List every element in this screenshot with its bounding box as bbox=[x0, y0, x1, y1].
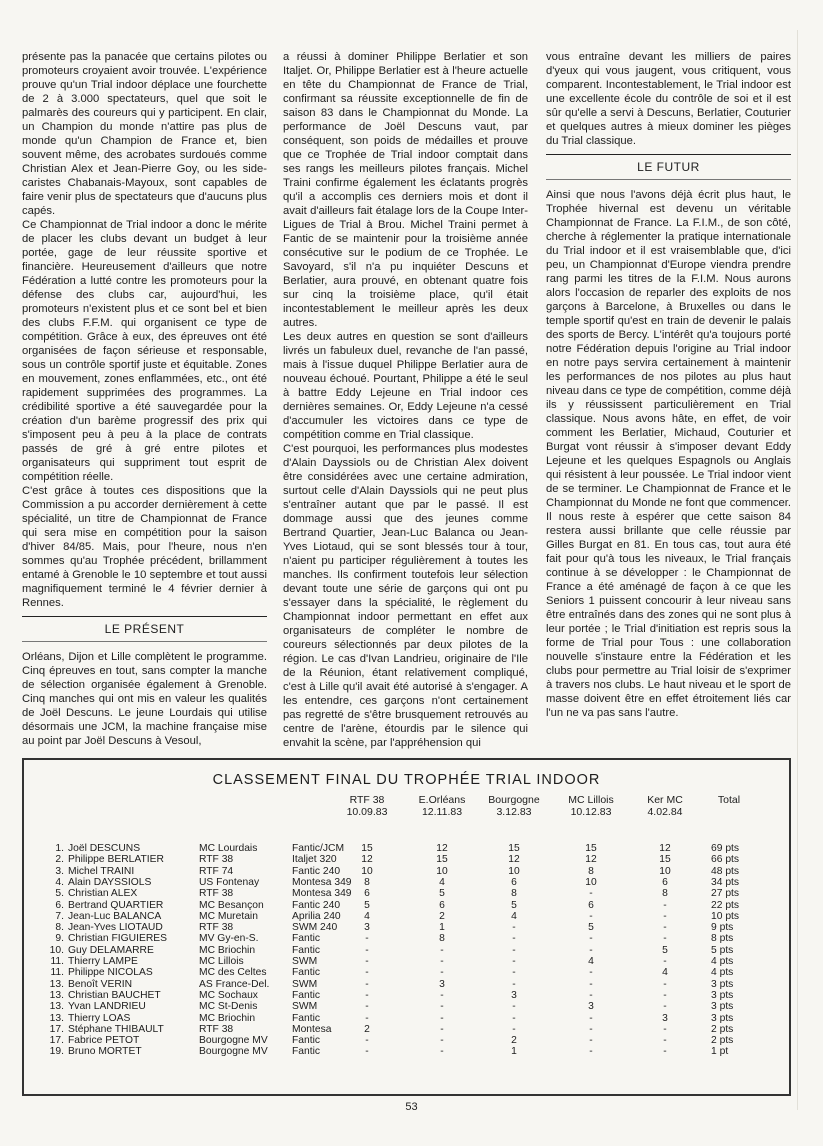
bike-cell: Fantic bbox=[292, 933, 321, 945]
rider-name-cell: Bruno MORTET bbox=[68, 1046, 142, 1058]
table-row bbox=[24, 979, 789, 990]
club-cell: MC Sochaux bbox=[199, 989, 258, 1001]
rider-name-cell: Fabrice PETOT bbox=[68, 1035, 140, 1047]
score-cell: 6 bbox=[662, 876, 668, 888]
event-club-label: MC Lillois bbox=[568, 794, 614, 806]
total-cell: 34 pts bbox=[711, 876, 740, 888]
rider-name-cell: Philippe BERLATIER bbox=[68, 854, 164, 866]
rank-cell: 1. bbox=[55, 843, 64, 854]
score-cell: 10 bbox=[585, 876, 597, 888]
rank-cell: 17. bbox=[49, 1023, 64, 1035]
score-cell: - bbox=[440, 1001, 444, 1013]
score-cell: - bbox=[365, 933, 369, 945]
rider-name-cell: Christian FIGUIERES bbox=[68, 933, 167, 945]
rider-name-cell: Benoît VERIN bbox=[68, 978, 133, 990]
article-column-3 bbox=[546, 50, 791, 720]
bike-cell: Montesa 349 bbox=[292, 888, 352, 900]
total-cell: 2 pts bbox=[711, 1035, 734, 1047]
score-cell: 2 bbox=[511, 1035, 517, 1047]
rider-name-cell: Christian ALEX bbox=[68, 888, 138, 900]
club-cell: MC Besançon bbox=[199, 899, 264, 911]
club-cell: MC St-Denis bbox=[199, 1001, 258, 1013]
score-cell: - bbox=[663, 910, 667, 922]
bike-cell: SWM bbox=[292, 956, 318, 967]
total-cell: 3 pts bbox=[711, 989, 734, 1001]
total-column-header: Total bbox=[717, 794, 741, 806]
score-cell: - bbox=[440, 944, 444, 956]
table-row bbox=[24, 843, 789, 854]
event-column-header bbox=[402, 794, 482, 818]
score-cell: 8 bbox=[662, 888, 668, 900]
total-cell: 3 pts bbox=[711, 1012, 734, 1024]
score-cell: - bbox=[512, 978, 516, 990]
rider-name-cell: Jean-Yves LIOTAUD bbox=[68, 922, 163, 934]
score-cell: - bbox=[512, 922, 516, 934]
section-heading-present: LE PRÉSENT bbox=[22, 616, 267, 642]
club-cell: US Fontenay bbox=[199, 876, 260, 888]
rider-name-cell: Stéphane THIBAULT bbox=[68, 1023, 164, 1035]
score-cell: 3 bbox=[511, 989, 517, 1001]
event-column-header bbox=[474, 794, 554, 818]
bike-cell: Fantic bbox=[292, 1046, 321, 1058]
article-column-1 bbox=[22, 50, 267, 748]
rank-cell: 17. bbox=[49, 1035, 64, 1047]
score-cell: - bbox=[589, 978, 593, 990]
score-cell: 5 bbox=[439, 888, 445, 900]
bike-cell: Montesa bbox=[292, 1023, 332, 1035]
event-date-label: 4.02.84 bbox=[647, 806, 683, 818]
score-cell: - bbox=[512, 944, 516, 956]
score-cell: 1 bbox=[439, 922, 445, 934]
score-cell: - bbox=[663, 1001, 667, 1013]
score-cell: - bbox=[589, 910, 593, 922]
total-cell: 9 pts bbox=[711, 922, 734, 934]
table-row bbox=[24, 933, 789, 944]
club-cell: MC Lourdais bbox=[199, 843, 258, 854]
event-club-label: Bourgogne bbox=[488, 794, 540, 806]
score-cell: 12 bbox=[659, 843, 671, 854]
score-cell: - bbox=[440, 1035, 444, 1047]
score-cell: 5 bbox=[364, 899, 370, 911]
table-row bbox=[24, 956, 789, 967]
score-cell: 10 bbox=[436, 865, 448, 877]
total-cell: 3 pts bbox=[711, 1001, 734, 1013]
event-club-label: RTF 38 bbox=[349, 794, 385, 806]
page-number: 53 bbox=[405, 1101, 418, 1113]
total-cell: 48 pts bbox=[711, 865, 740, 877]
score-cell: - bbox=[365, 978, 369, 990]
score-cell: - bbox=[440, 967, 444, 979]
rider-name-cell: Bertrand QUARTIER bbox=[68, 899, 164, 911]
event-club-label: Ker MC bbox=[647, 794, 683, 806]
rank-cell: 13. bbox=[49, 1001, 64, 1013]
score-cell: - bbox=[663, 933, 667, 945]
bike-cell: Fantic bbox=[292, 967, 321, 979]
rank-cell: 10. bbox=[49, 944, 64, 956]
score-cell: - bbox=[663, 989, 667, 1001]
total-cell: 27 pts bbox=[711, 888, 740, 900]
score-cell: 3 bbox=[588, 1001, 594, 1013]
rank-cell: 5. bbox=[55, 888, 64, 900]
column2-paragraph-2: Les deux autres en question se sont d'ailleurs livrés un fabuleux duel, revanche de l'an passé, mais à l'issue duquel Philippe Berlatier aura de nouveau échoué. Pourtant, Philippe a été le seul à battre Eddy Lejeune en Trial indoor ces dernières semaines. Or, Eddy Lejeune n'a cessé d'accumuler les victoires dans ce type de compétition comme en Trial classique. bbox=[283, 331, 528, 441]
total-cell: 69 pts bbox=[711, 843, 740, 854]
club-cell: MC Briochin bbox=[199, 1012, 256, 1024]
bike-cell: Aprilia 240 bbox=[292, 910, 341, 922]
club-cell: RTF 38 bbox=[199, 888, 234, 900]
rider-name-cell: Thierry LOAS bbox=[68, 1012, 131, 1024]
score-cell: - bbox=[589, 944, 593, 956]
score-cell: - bbox=[589, 1012, 593, 1024]
event-column-header bbox=[327, 794, 407, 818]
rank-cell: 19. bbox=[49, 1046, 64, 1058]
club-cell: AS France-Del. bbox=[199, 978, 270, 990]
score-cell: - bbox=[589, 1035, 593, 1047]
score-cell: - bbox=[589, 989, 593, 1001]
table-row bbox=[24, 1013, 789, 1024]
score-cell: 2 bbox=[364, 1023, 370, 1035]
score-cell: 6 bbox=[588, 899, 594, 911]
page-margin-line bbox=[797, 30, 798, 1110]
score-cell: 5 bbox=[662, 944, 668, 956]
score-cell: - bbox=[512, 967, 516, 979]
club-cell: RTF 38 bbox=[199, 922, 234, 934]
club-cell: RTF 74 bbox=[199, 865, 234, 877]
bike-cell: Fantic bbox=[292, 944, 321, 956]
column3-paragraph-1: vous entraîne devant les milliers de paires d'yeux qui vous jaugent, vous critiquent, vous comparent. Incontestablement, le Trial indoor est une excellente école du contrôle de soi et il est sûr qu'elle a servi à Descuns, Berlatier, Couturier et quelques autres à mieux dominer les pièges du Trial classique. bbox=[546, 51, 791, 147]
score-cell: 6 bbox=[511, 876, 517, 888]
total-cell: 8 pts bbox=[711, 933, 734, 945]
table-row bbox=[24, 866, 789, 877]
score-cell: - bbox=[440, 989, 444, 1001]
score-cell: - bbox=[440, 1023, 444, 1035]
score-cell: 5 bbox=[588, 922, 594, 934]
rank-cell: 13. bbox=[49, 989, 64, 1001]
club-cell: MC Lillois bbox=[199, 956, 244, 967]
score-cell: 4 bbox=[662, 967, 668, 979]
score-cell: - bbox=[663, 1035, 667, 1047]
rank-cell: 13. bbox=[49, 1012, 64, 1024]
table-row bbox=[24, 854, 789, 865]
score-cell: 5 bbox=[511, 899, 517, 911]
rank-cell: 4. bbox=[55, 876, 64, 888]
table-row bbox=[24, 990, 789, 1001]
score-cell: 15 bbox=[436, 854, 448, 866]
column1-paragraph-2: Ce Championnat de Trial indoor a donc le mérite de placer les clubs devant un budget à leur portée, gage de leur réussite sportive et financière. Heureusement d'ailleurs que notre Fédération a lutté contre les promoteurs pour la défense des clubs car, aujourd'hui, les promoteurs n'existent plus et ce sont bel et bien des clubs F.F.M. qui organisent ce type de compétition. Grâce à eux, des épreuves ont été organisées de façon sérieuse et responsable, sous un contrôle sportif juste et équitable. Zones en mouvement, zones enflammées, etc., ont été rapidement supprimées des programmes. La crédibilité sportive a été sauvegardée pour la création d'un barème progressif des prix qui s'imposent peu à peu à la place de contrats passés de gré à gré entre pilotes et organisateurs qui suppriment tout esprit de compétition réelle. bbox=[22, 219, 267, 483]
rider-name-cell: Alain DAYSSIOLS bbox=[68, 876, 152, 888]
rank-cell: 3. bbox=[55, 865, 64, 877]
club-cell: Bourgogne MV bbox=[199, 1046, 268, 1058]
score-cell: 12 bbox=[585, 854, 597, 866]
article-column-2 bbox=[283, 50, 528, 750]
club-cell: Bourgogne MV bbox=[199, 1035, 268, 1047]
rider-name-cell: Thierry LAMPE bbox=[68, 956, 138, 967]
total-cell: 22 pts bbox=[711, 899, 740, 911]
score-cell: - bbox=[663, 1046, 667, 1058]
table-row bbox=[24, 967, 789, 978]
score-cell: - bbox=[440, 1012, 444, 1024]
score-cell: 4 bbox=[588, 956, 594, 967]
bike-cell: SWM bbox=[292, 978, 318, 990]
results-table bbox=[22, 758, 791, 1096]
table-row bbox=[24, 1046, 789, 1057]
event-date-label: 3.12.83 bbox=[496, 806, 532, 818]
bike-cell: Fantic bbox=[292, 1012, 321, 1024]
rank-cell: 6. bbox=[55, 899, 64, 911]
rider-name-cell: Michel TRAINI bbox=[68, 865, 135, 877]
score-cell: - bbox=[512, 1023, 516, 1035]
rank-cell: 8. bbox=[55, 922, 64, 934]
table-row bbox=[24, 900, 789, 911]
rank-cell: 9. bbox=[55, 933, 64, 945]
score-cell: - bbox=[365, 1046, 369, 1058]
score-cell: 12 bbox=[436, 843, 448, 854]
total-cell: 4 pts bbox=[711, 967, 734, 979]
score-cell: - bbox=[440, 956, 444, 967]
total-cell: 66 pts bbox=[711, 854, 740, 866]
score-cell: - bbox=[365, 956, 369, 967]
score-cell: - bbox=[512, 956, 516, 967]
score-cell: 3 bbox=[439, 978, 445, 990]
column2-paragraph-3: C'est pourquoi, les performances plus modestes d'Alain Dayssiols ou de Christian Alex doivent être considérées avec une certaine admiration, surtout celle d'Alain Dayssiols qui ne peut plus s'entraîner autant que par le passé. Il est dommage aussi que des jeunes comme Bertrand Quartier, Jean-Luc Balanca ou Jean-Yves Liotaud, qui se sont blessés tour à tour, n'aient pu participer régulièrement à toutes les manches. Ils confirment toutefois leur sélection devant toute une série de garçons qui ont pu s'essayer dans la spécialité, le règlement du Championnat indoor permettant en effet aux organisateurs de compléter le nombre de coureurs sélectionnés par deux pilotes de la région. Le cas d'Ivan Landrieu, originaire de l'Ile de la Réunion, étant relativement compliqué, c'est à Lille qu'il avait été autorisé à s'engager. A les entendre, ces garçons n'ont certainement pas regretté de s'être brusquement retrouvés au centre de l'arène, étourdis par le silence qui envahit la scène, par l'appréhension qui bbox=[283, 443, 528, 749]
score-cell: 12 bbox=[361, 854, 373, 866]
score-cell: - bbox=[365, 944, 369, 956]
table-row bbox=[24, 911, 789, 922]
score-cell: 15 bbox=[508, 843, 520, 854]
bike-cell: Fantic/JCM bbox=[292, 843, 345, 854]
score-cell: - bbox=[512, 1012, 516, 1024]
event-date-label: 10.12.83 bbox=[570, 806, 612, 818]
bike-cell: Fantic 240 bbox=[292, 899, 341, 911]
rank-cell: 11. bbox=[50, 967, 64, 979]
bike-cell: Fantic bbox=[292, 989, 321, 1001]
score-cell: - bbox=[589, 1046, 593, 1058]
score-cell: - bbox=[512, 1001, 516, 1013]
score-cell: 15 bbox=[361, 843, 373, 854]
bike-cell: Fantic 240 bbox=[292, 865, 341, 877]
bike-cell: Italjet 320 bbox=[292, 854, 337, 866]
score-cell: 4 bbox=[439, 876, 445, 888]
column2-paragraph-1: a réussi à dominer Philippe Berlatier et son Italjet. Or, Philippe Berlatier est à l'heure actuelle en tête du Championnat de France de Trial, confirmant sa réussite exceptionnelle de fin de saison 83 dans le Championnat du Monde. La performance de Joël Descuns vaut, par conséquent, son poids de médailles et prouve que ce Trophée de Trial indoor comptait dans ses rangs les meilleurs pilotes français. Michel Traini confirme également les éclatants progrès qu'il a accomplis ces derniers mois et dont il avait d'ailleurs fait étalage lors de la Coupe Inter-Ligues de Trial à Brou. Michel Traini permet à Fantic de se maintenir pour la troisième année consécutive sur le podium de ce Trophée. Le Savoyard, s'il n'a pu inquiéter Descuns et Berlatier, aura prouvé, en obtenant quatre fois sur cinq la troisième place, qu'il était incontestablement le meilleur après les deux autres. bbox=[283, 51, 528, 329]
score-cell: - bbox=[663, 922, 667, 934]
score-cell: - bbox=[589, 888, 593, 900]
score-cell: - bbox=[663, 1023, 667, 1035]
bike-cell: Fantic bbox=[292, 1035, 321, 1047]
score-cell: 3 bbox=[364, 922, 370, 934]
rider-name-cell: Guy DELAMARRE bbox=[68, 944, 154, 956]
club-cell: MV Gy-en-S. bbox=[199, 933, 259, 945]
score-cell: - bbox=[589, 1023, 593, 1035]
table-row bbox=[24, 945, 789, 956]
rider-name-cell: Yvan LANDRIEU bbox=[68, 1001, 146, 1013]
score-cell: 8 bbox=[511, 888, 517, 900]
event-club-label: E.Orléans bbox=[418, 794, 466, 806]
rider-name-cell: Joël DESCUNS bbox=[68, 843, 141, 854]
score-cell: 10 bbox=[508, 865, 520, 877]
table-row bbox=[24, 888, 789, 899]
event-column-header bbox=[625, 794, 705, 818]
results-table-title: CLASSEMENT FINAL DU TROPHÉE TRIAL INDOOR bbox=[212, 772, 601, 788]
rider-name-cell: Christian BAUCHET bbox=[68, 989, 161, 1001]
rank-cell: 7. bbox=[55, 910, 64, 922]
score-cell: 1 bbox=[511, 1046, 517, 1058]
score-cell: - bbox=[365, 1035, 369, 1047]
total-cell: 5 pts bbox=[711, 944, 734, 956]
column3-paragraph-2: Ainsi que nous l'avons déjà écrit plus haut, le Trophée hivernal est devenu un véritable Championnat de France. La F.I.M., de son côté, cherche à réglementer la pratique internationale du Trial indoor et il est vraisemblable que, d'ici peu, un Championnat d'Europe viendra prendre rang parmi les titres de la F.I.M. Nous aurons alors l'occasion de reparler des exploits de nos garçons à Barcelone, à Bruxelles ou dans le temple sportif qu'est en train de devenir le palais des sports de Bercy. L'intérêt qu'a toujours porté notre Fédération depuis l'origine au Trial indoor en notre pays servira certainement à maintenir les performances de nos pilotes au plus haut niveau dans ce type de compétition, comme déjà ils y réussissent particulièrement en Trial classique. Nous avons hâte, en effet, de voir comment les Berlatier, Michaud, Couturier et Burgat vont réussir à s'imposer devant Eddy Lejeune et les quelques Espagnols ou Anglais qui résistent à leur poussée. Le Trial indoor vient de se terminer. Le Championnat de France et le Championnat du Monde ne font que commencer. Il nous reste à espérer que cette saison 84 restera aussi brillante que celle réussie par Gilles Burgat en 81. En tous cas, tout aura été fait pour qu'à tous les niveaux, le Trial français continue à se développer : le Championnat de France a été aménagé de façon à ce que les Seniors 1 puissent concourir à leur niveau sans être entraînés dans des zones qui ne sont plus à leur portée ; le Trial d'initiation est repris sous la forme de Trial pour Tous : une collaboration nouvelle s'instaure entre la Fédération et les clubs pour permettre au Trial loisir de s'exprimer à travers nos clubs. Le haut niveau et le sport de masse doivent être en effet étroitement liés car l'un ne va pas sans l'autre. bbox=[546, 189, 791, 719]
score-cell: - bbox=[365, 989, 369, 1001]
score-cell: - bbox=[589, 967, 593, 979]
score-cell: - bbox=[440, 1046, 444, 1058]
total-cell: 1 pt bbox=[711, 1046, 729, 1058]
event-date-label: 12.11.83 bbox=[421, 806, 463, 818]
club-cell: MC Briochin bbox=[199, 944, 256, 956]
section-heading-future: LE FUTUR bbox=[546, 154, 791, 180]
table-row bbox=[24, 922, 789, 933]
rider-name-cell: Philippe NICOLAS bbox=[68, 967, 153, 979]
score-cell: 8 bbox=[588, 865, 594, 877]
club-cell: RTF 38 bbox=[199, 1023, 234, 1035]
score-cell: 15 bbox=[659, 854, 671, 866]
score-cell: - bbox=[512, 933, 516, 945]
score-cell: 4 bbox=[511, 910, 517, 922]
score-cell: - bbox=[663, 978, 667, 990]
score-cell: 2 bbox=[439, 910, 445, 922]
score-cell: 12 bbox=[508, 854, 520, 866]
rank-cell: 13. bbox=[49, 978, 64, 990]
column1-intro: présente pas la panacée que certains pilotes ou promoteurs croyaient avoir trouvée. L'expérience prouve qu'un Trial indoor déplace une fourchette de 2 à 3.000 spectateurs, quel que soit le palmarès des coureurs qui y participent. En clair, un Champion du monde n'attire pas plus de monde qu'un Champion de France et, bien souvent même, des acrobates surdoués comme Christian Alex et Jean-Pierre Goy, ou les side-caristes Chabanais-Mayoux, sont capables de faire venir plus de spectateurs que d'aucuns plus capés. bbox=[22, 51, 267, 217]
club-cell: MC des Celtes bbox=[199, 967, 267, 979]
table-row bbox=[24, 1001, 789, 1012]
score-cell: 8 bbox=[364, 876, 370, 888]
score-cell: 15 bbox=[585, 843, 597, 854]
club-cell: RTF 38 bbox=[199, 854, 234, 866]
score-cell: - bbox=[589, 933, 593, 945]
total-cell: 2 pts bbox=[711, 1023, 734, 1035]
score-cell: 6 bbox=[364, 888, 370, 900]
club-cell: MC Muretain bbox=[199, 910, 258, 922]
column1-paragraph-4: Orléans, Dijon et Lille complètent le programme. Cinq épreuves en tout, sans compter la manche de sélection organisée également à Grenoble. Cinq manches qui ont mis en valeur les qualités de Joël Descuns. Le jeune Lourdais qui utilise désormais une JCM, la machine française mise au point par Joël Descuns à Vesoul, bbox=[22, 651, 267, 747]
event-date-label: 10.09.83 bbox=[346, 806, 388, 818]
rank-cell: 2. bbox=[55, 854, 64, 866]
score-cell: 4 bbox=[364, 910, 370, 922]
rank-cell: 11. bbox=[50, 956, 64, 967]
total-cell: 4 pts bbox=[711, 956, 734, 967]
table-row bbox=[24, 877, 789, 888]
score-cell: - bbox=[663, 899, 667, 911]
event-column-header bbox=[551, 794, 631, 818]
column1-paragraph-3: C'est grâce à toutes ces dispositions que la Commission a pu accorder dernièrement à cette spécialité, un titre de Championnat de France qui sera mise en compétition pour la saison d'hiver 84/85. Mais, pour l'heure, nous n'en sommes qu'au Trophée précédent, brillamment entamé à Grenoble le 10 septembre et tout aussi magnifiquement terminé le 4 février dernier à Rennes. bbox=[22, 485, 267, 609]
total-cell: 10 pts bbox=[711, 910, 740, 922]
table-row bbox=[24, 1035, 789, 1046]
score-cell: 3 bbox=[662, 1012, 668, 1024]
bike-cell: SWM bbox=[292, 1001, 318, 1013]
score-cell: 8 bbox=[439, 933, 445, 945]
bike-cell: SWM 240 bbox=[292, 922, 338, 934]
score-cell: - bbox=[365, 1001, 369, 1013]
score-cell: - bbox=[663, 956, 667, 967]
score-cell: - bbox=[365, 1012, 369, 1024]
score-cell: 10 bbox=[659, 865, 671, 877]
bike-cell: Montesa 349 bbox=[292, 876, 352, 888]
score-cell: 10 bbox=[361, 865, 373, 877]
rider-name-cell: Jean-Luc BALANCA bbox=[68, 910, 162, 922]
table-row bbox=[24, 1024, 789, 1035]
score-cell: 6 bbox=[439, 899, 445, 911]
total-cell: 3 pts bbox=[711, 978, 734, 990]
score-cell: - bbox=[365, 967, 369, 979]
